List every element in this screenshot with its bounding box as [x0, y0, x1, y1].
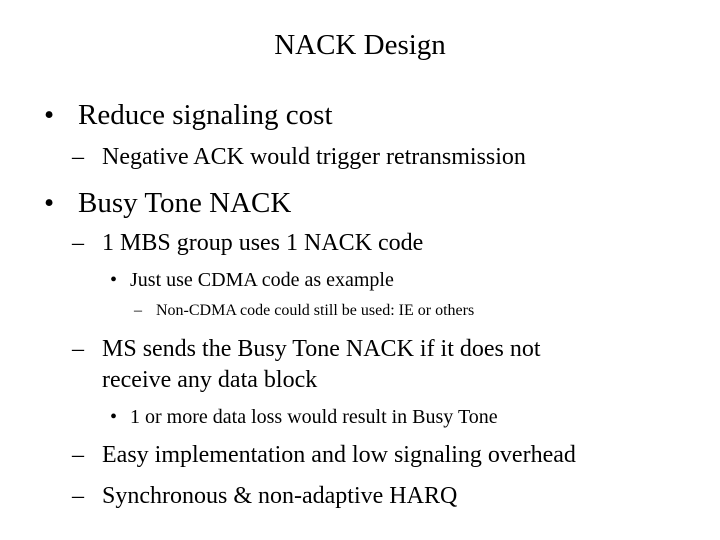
bullet-text: Reduce signaling cost: [78, 99, 333, 131]
bullet-text: MS sends the Busy Tone NACK if it does not: [102, 336, 541, 362]
slide-title: NACK Design: [274, 29, 446, 61]
sub-bullet-ms-sends: [72, 335, 541, 363]
sub-sub-bullet-data-loss: [110, 405, 498, 429]
bullet-text: Just use CDMA code as example: [130, 269, 394, 291]
sub-bullet-ms-sends-continuation: [102, 366, 317, 394]
bullet-busy-tone-nack: [44, 186, 291, 220]
bullet-reduce-signaling-cost: [44, 98, 333, 132]
dash-marker: –: [72, 144, 84, 170]
bullet-text: Busy Tone NACK: [78, 187, 292, 219]
detail-non-cdma-code: [134, 301, 474, 321]
sub-bullet-mbs-group: [72, 229, 423, 257]
bullet-text: Negative ACK would trigger retransmission: [102, 144, 526, 170]
sub-bullet-synchronous-harq: [72, 482, 457, 510]
sub-bullet-negative-ack: [72, 143, 526, 171]
dash-marker: –: [72, 336, 84, 362]
bullet-text: Easy implementation and low signaling overhead: [102, 442, 576, 468]
bullet-marker: •: [110, 406, 118, 428]
dash-marker: –: [72, 230, 84, 256]
dash-marker: –: [134, 302, 142, 319]
sub-bullet-easy-implementation: [72, 441, 576, 469]
bullet-text: Non-CDMA code could still be used: IE or others: [156, 302, 475, 319]
bullet-text: receive any data block: [102, 367, 318, 393]
bullet-text: 1 MBS group uses 1 NACK code: [102, 230, 424, 256]
dash-marker: –: [72, 442, 84, 468]
bullet-marker: •: [44, 99, 55, 131]
dash-marker: –: [72, 483, 84, 509]
bullet-marker: •: [44, 187, 55, 219]
sub-sub-bullet-cdma-example: [110, 268, 394, 292]
bullet-text: 1 or more data loss would result in Busy Tone: [130, 406, 498, 428]
bullet-text: Synchronous & non-adaptive HARQ: [102, 483, 458, 509]
bullet-marker: •: [110, 269, 118, 291]
